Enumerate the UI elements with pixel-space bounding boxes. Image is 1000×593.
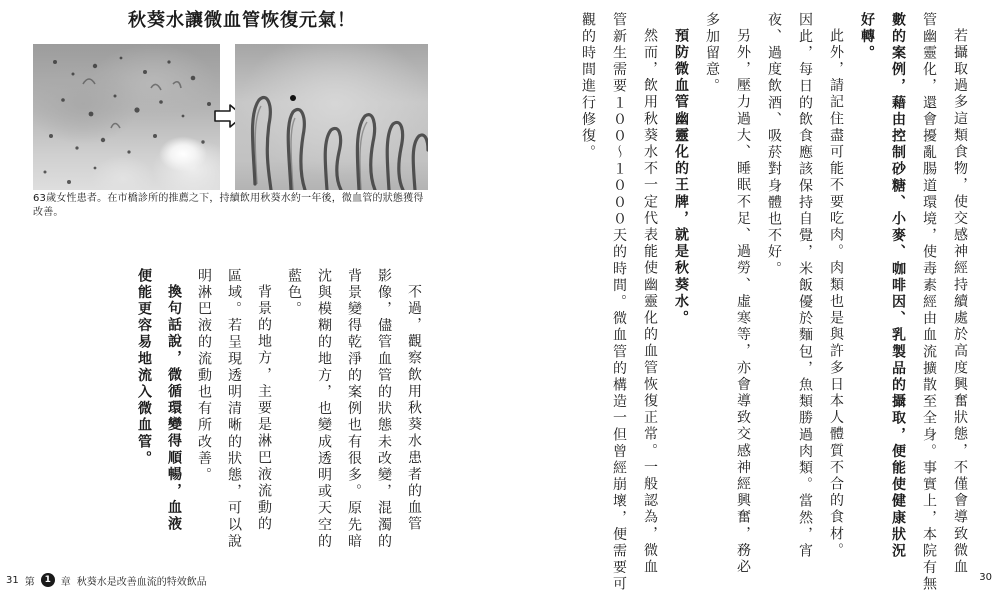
- chapter-title: 秋葵水是改善血流的特效飲品: [76, 576, 207, 588]
- right-text-column: 好轉。: [859, 12, 875, 62]
- right-text-column: 預防微血管幽靈化的王牌，就是秋葵水。: [673, 28, 689, 327]
- left-text-column: 影像，儘管血管的狀態未改變，混濁的: [376, 268, 392, 551]
- right-text-column: 管新生需要１００～１０００天的時間。微血管的構造一但曾經崩壞，便需要可: [611, 12, 627, 593]
- capillary-photo-before: [33, 44, 220, 190]
- capillary-photo-after-texture: [235, 44, 428, 190]
- right-text-column: 數的案例，藉由控制砂糖、小麥、咖啡因、乳製品的攝取，便能使健康狀況: [890, 12, 906, 560]
- chapter-suffix: 章: [60, 576, 71, 588]
- right-text-column: 觀的時間進行修復。: [580, 12, 596, 162]
- left-text-column: 藍色。: [286, 268, 302, 318]
- photo-caption: 63歲女性患者。在市橋診所的推薦之下，持續飲用秋葵水約一年後，微血管的狀態獲得改善。: [33, 193, 424, 218]
- page-number-right: 30: [979, 572, 992, 583]
- left-text-column: 區域。若呈現透明清晰的狀態，可以說: [226, 268, 242, 551]
- right-text-column: 此外，請記住盡可能不要吃肉。肉類也是與許多日本人體質不合的食材。: [828, 28, 844, 560]
- left-text-column: 明淋巴液的流動也有所改善。: [196, 268, 212, 484]
- left-text-column: 背景的地方，主要是淋巴液流動的: [256, 284, 272, 533]
- page-headline: 秋葵水讓微血管恢復元氣！: [128, 10, 356, 31]
- left-text-column: 沈與模糊的地方，也變成透明或天空的: [316, 268, 332, 551]
- chapter-prefix: 第: [24, 576, 35, 588]
- left-text-column: 不過，觀察飲用秋葵水患者的血管: [406, 284, 422, 533]
- left-page: [0, 0, 500, 592]
- left-text-column: 背景變得乾淨的案例也有很多。原先暗: [346, 268, 362, 551]
- capillary-photo-after: [235, 44, 428, 190]
- page-number-left: 31: [6, 574, 19, 586]
- right-text-column: 然而，飲用秋葵水不一定代表能使幽靈化的血管恢復正常。一般認為，微血: [642, 28, 658, 576]
- left-text-column: 便能更容易地流入微血管。: [136, 268, 152, 468]
- right-page: [500, 0, 1000, 592]
- chapter-number-badge: 1: [41, 573, 55, 587]
- capillary-photo-before-texture: [33, 44, 220, 190]
- left-footer: [6, 572, 207, 588]
- right-text-column: 管幽靈化，還會擾亂腸道環境，使毒素經由血流擴散至全身。事實上，本院有無: [921, 12, 937, 593]
- right-text-column: 夜、過度飲酒、吸菸對身體也不好。: [766, 12, 782, 278]
- right-text-column: 另外，壓力過大、睡眠不足、過勞、虛寒等，亦會導致交感神經興奮，務必: [735, 28, 751, 576]
- left-text-column: 換句話說，微循環變得順暢，血液: [166, 284, 182, 533]
- right-text-column: 多加留意。: [704, 12, 720, 95]
- right-text-column: 若攝取過多這類食物，使交感神經持續處於高度興奮狀態，不僅會導致微血: [952, 28, 968, 576]
- right-text-column: 因此，每日的飲食應該保持自覺，米飯優於麵包，魚類勝過肉類。當然，宵: [797, 12, 813, 560]
